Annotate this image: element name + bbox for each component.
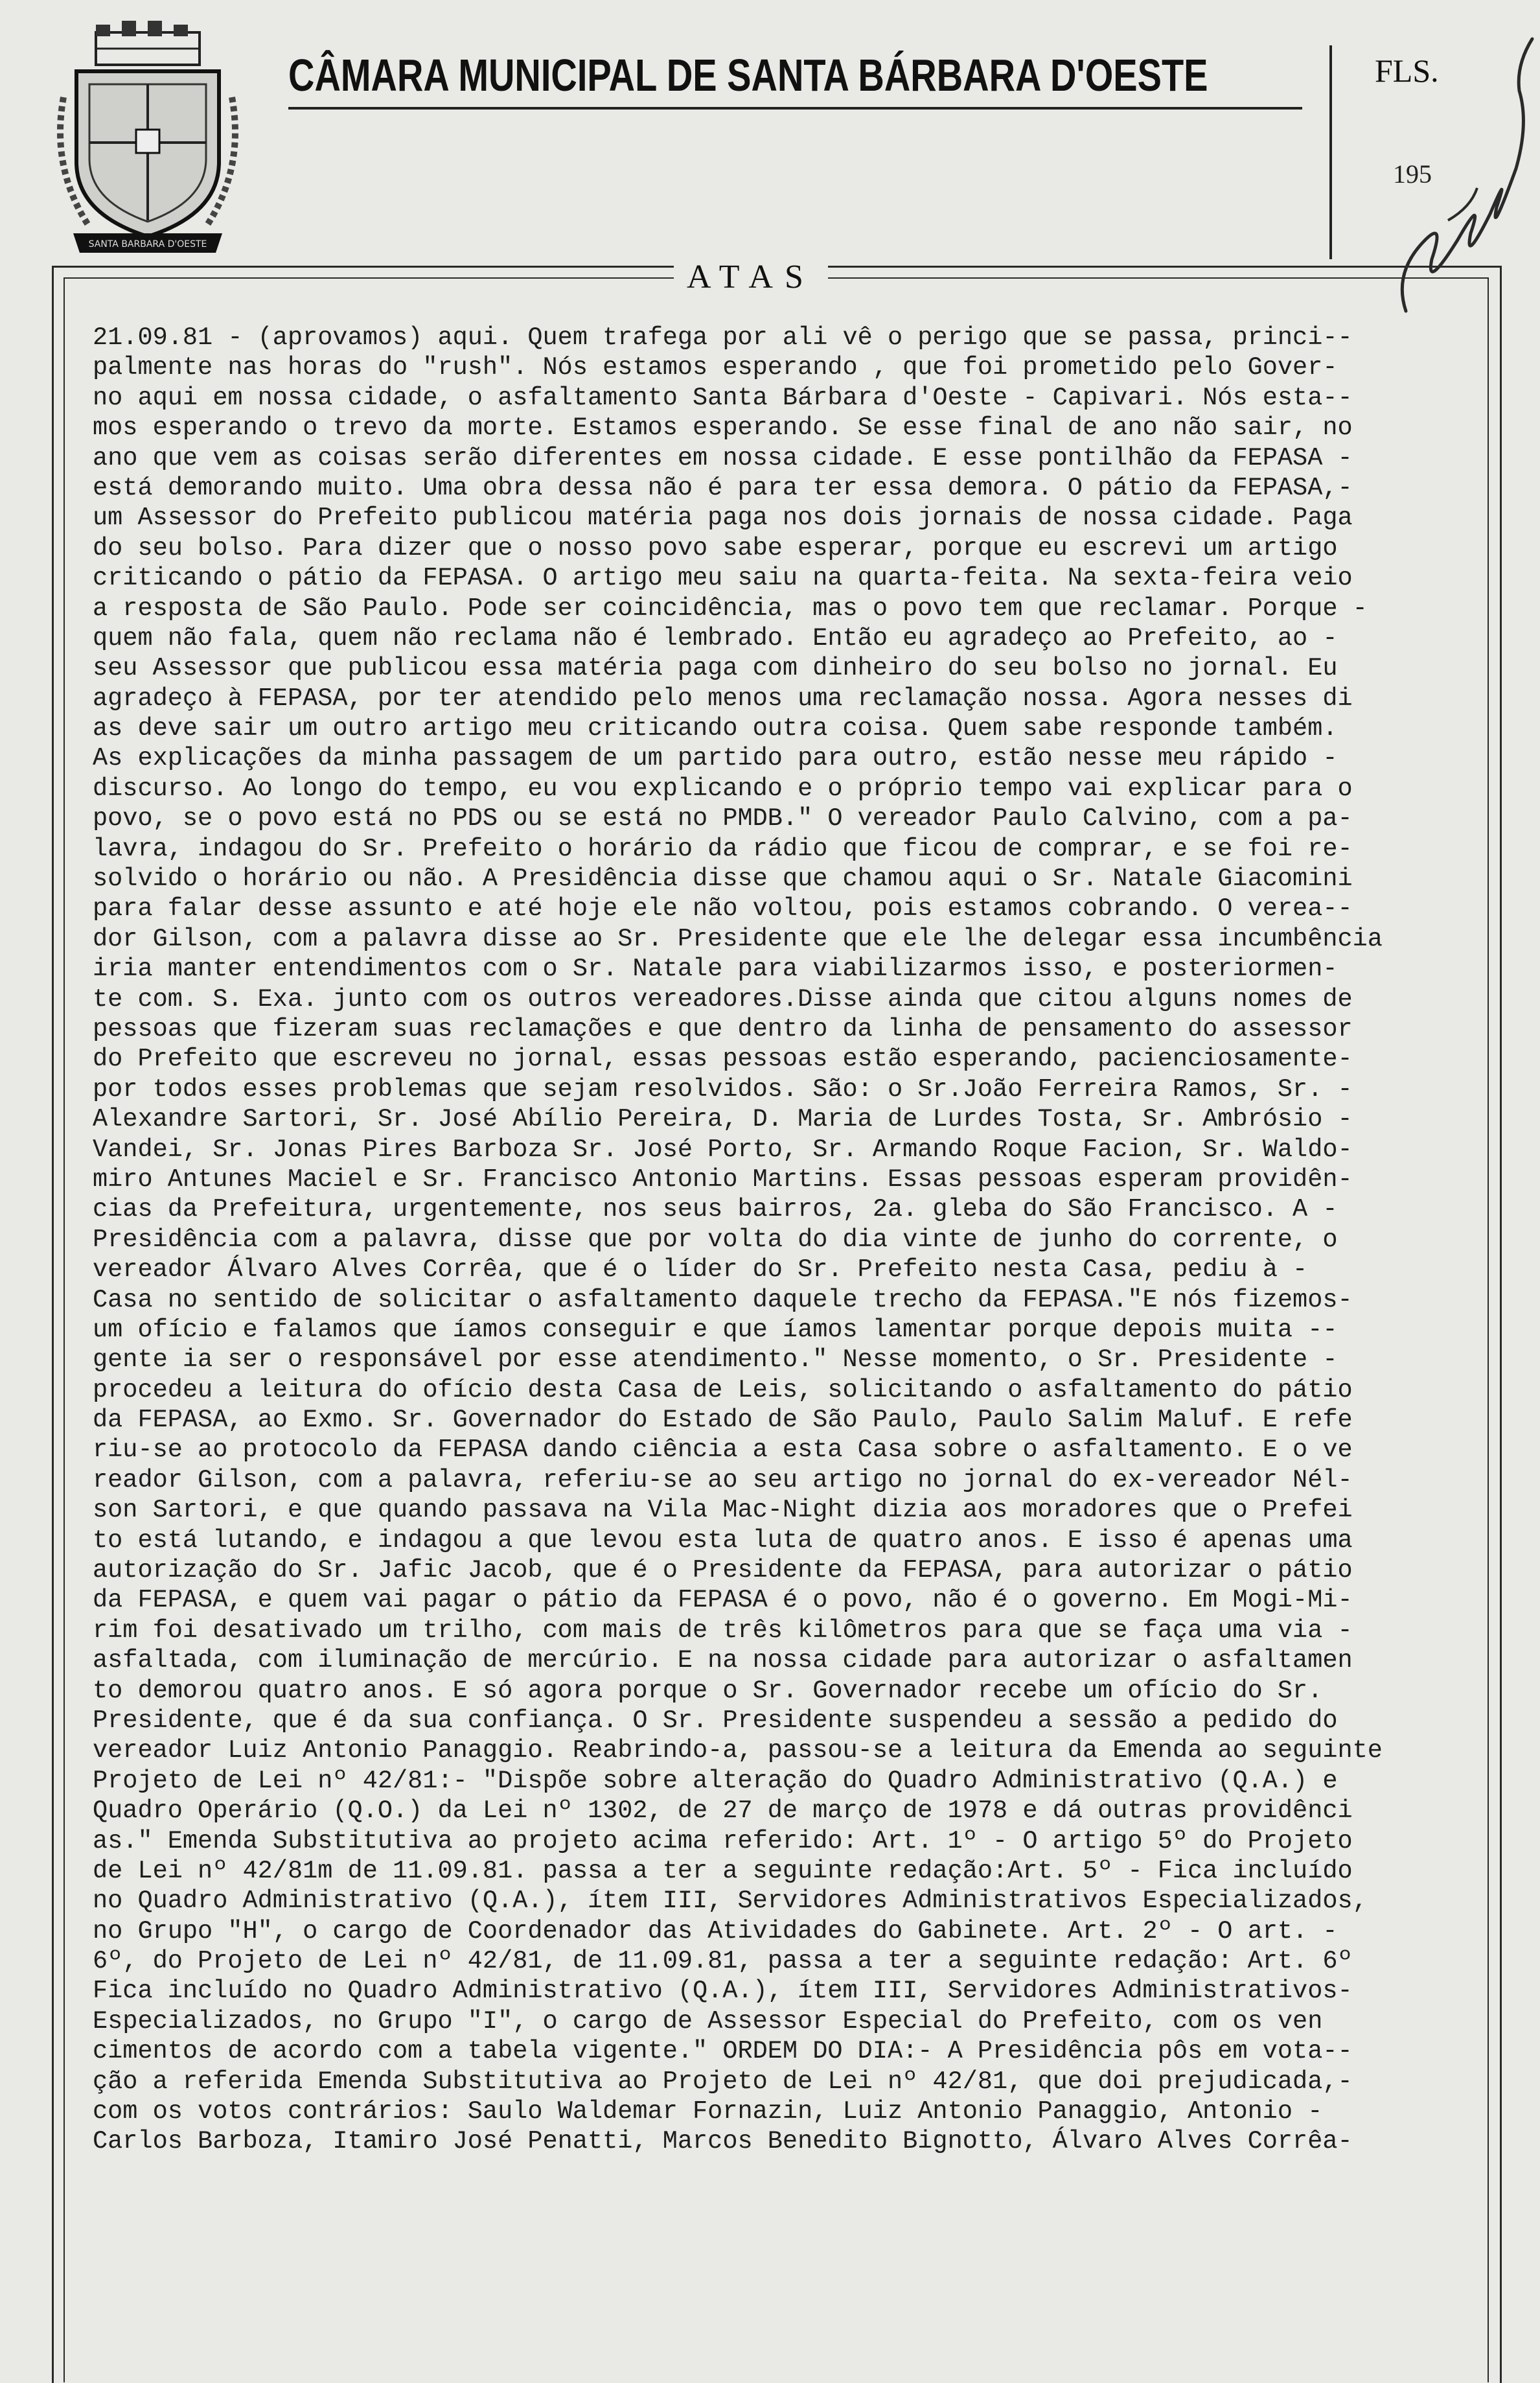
minutes-text xyxy=(93,323,1465,2157)
text-line: solvido o horário ou não. A Presidência disse que chamou aqui o Sr. Natale Giacomini xyxy=(93,865,1353,894)
text-line: está demorando muito. Uma obra dessa não é para ter essa demora. O pátio da FEPASA,- xyxy=(93,473,1353,502)
text-line: gente ia ser o responsável por esse atendimento." Nesse momento, o Sr. Presidente - xyxy=(93,1345,1338,1375)
text-line: Quadro Operário (Q.O.) da Lei nº 1302, de 27 de março de 1978 e dá outras providênci xyxy=(93,1796,1353,1826)
text-line: Carlos Barboza, Itamiro José Penatti, Marcos Benedito Bignotto, Álvaro Alves Corrêa- xyxy=(93,2127,1353,2156)
title-rule xyxy=(288,107,1302,110)
text-line: Presidência com a palavra, disse que por volta do dia vinte de junho do corrente, o xyxy=(93,1225,1338,1254)
text-line: as." Emenda Substitutiva ao projeto acima referido: Art. 1º - O artigo 5º do Projeto xyxy=(93,1826,1353,1855)
text-line: povo, se o povo está no PDS ou se está no PMDB." O vereador Paulo Calvino, com a pa- xyxy=(93,804,1353,833)
text-line: te com. S. Exa. junto com os outros vereadores.Disse ainda que citou alguns nomes de xyxy=(93,984,1353,1014)
text-line: no Grupo "H", o cargo de Coordenador das Atividades do Gabinete. Art. 2º - O art. - xyxy=(93,1916,1338,1946)
text-line: agradeço à FEPASA, por ter atendido pelo menos uma reclamação nossa. Agora nesses di xyxy=(93,684,1353,713)
text-line: Alexandre Sartori, Sr. José Abílio Pereira, D. Maria de Lurdes Tosta, Sr. Ambrósio - xyxy=(93,1105,1353,1134)
text-line: discurso. Ao longo do tempo, eu vou explicando e o próprio tempo vai explicar para o xyxy=(93,774,1353,803)
text-line: 21.09.81 - (aprovamos) aqui. Quem trafega por ali vê o perigo que se passa, princi-- xyxy=(93,323,1353,352)
text-line: palmente nas horas do "rush". Nós estamos esperando , que foi prometido pelo Gover- xyxy=(93,353,1338,382)
text-line: 6º, do Projeto de Lei nº 42/81, de 11.09.81, passa a ter a seguinte redação: Art. 6º xyxy=(93,1947,1353,1976)
page-title: CÂMARA MUNICIPAL DE SANTA BÁRBARA D'OESTE xyxy=(288,50,1208,100)
text-line: procedeu a leitura do ofício desta Casa de Leis, solicitando o asfaltamento do pátio xyxy=(93,1375,1353,1404)
text-line: um ofício e falamos que íamos conseguir e que íamos lamentar porque depois muita -- xyxy=(93,1315,1338,1344)
text-line: da FEPASA, e quem vai pagar o pátio da FEPASA é o povo, não é o governo. Em Mogi-Mi- xyxy=(93,1586,1353,1615)
text-line: com os votos contrários: Saulo Waldemar Fornazin, Luiz Antonio Panaggio, Antonio - xyxy=(93,2097,1323,2126)
text-line: to está lutando, e indagou a que levou esta luta de quatro anos. E isso é apenas uma xyxy=(93,1526,1353,1555)
text-line: por todos esses problemas que sejam resolvidos. São: o Sr.João Ferreira Ramos, Sr. - xyxy=(93,1075,1353,1104)
text-line: de Lei nº 42/81m de 11.09.81. passa a ter a seguinte redação:Art. 5º - Fica incluído xyxy=(93,1856,1353,1885)
folio-number: 195 xyxy=(1393,159,1432,189)
text-line: As explicações da minha passagem de um partido para outro, estão nesse meu rápido - xyxy=(93,744,1338,773)
text-line: autorização do Sr. Jafic Jacob, que é o Presidente da FEPASA, para autorizar o pátio xyxy=(93,1556,1353,1585)
text-line: ção a referida Emenda Substitutiva ao Projeto de Lei nº 42/81, que doi prejudicada,- xyxy=(93,2067,1353,2096)
text-line: cias da Prefeitura, urgentemente, nos seus bairros, 2a. gleba do São Francisco. A - xyxy=(93,1195,1338,1224)
svg-text:SANTA BARBARA D'OESTE: SANTA BARBARA D'OESTE xyxy=(88,239,207,250)
text-line: criticando o pátio da FEPASA. O artigo meu saiu na quarta-feita. Na sexta-feira veio xyxy=(93,564,1353,593)
text-line: reador Gilson, com a palavra, referiu-se ao seu artigo no jornal do ex-vereador Nél- xyxy=(93,1465,1353,1494)
text-line: miro Antunes Maciel e Sr. Francisco Antonio Martins. Essas pessoas esperam providên- xyxy=(93,1165,1353,1194)
text-line: no Quadro Administrativo (Q.A.), ítem III, Servidores Administrativos Especializados, xyxy=(93,1887,1368,1916)
text-line: ano que vem as coisas serão diferentes em nossa cidade. E esse pontilhão da FEPASA - xyxy=(93,443,1353,472)
text-line: rim foi desativado um trilho, com mais de três kilômetros para que se faça uma via - xyxy=(93,1616,1353,1645)
text-line: Vandei, Sr. Jonas Pires Barboza Sr. José Porto, Sr. Armando Roque Facion, Sr. Waldo- xyxy=(93,1135,1353,1164)
text-line: riu-se ao protocolo da FEPASA dando ciência a esta Casa sobre o asfaltamento. E o ve xyxy=(93,1436,1353,1465)
text-line: Presidente, que é da sua confiança. O Sr. Presidente suspendeu a sessão a pedido do xyxy=(93,1706,1338,1735)
text-line: Projeto de Lei nº 42/81:- "Dispõe sobre alteração do Quadro Administrativo (Q.A.) e xyxy=(93,1766,1338,1795)
text-line: lavra, indagou do Sr. Prefeito o horário da rádio que ficou de comprar, e se foi re- xyxy=(93,834,1353,863)
text-line: as deve sair um outro artigo meu criticando outra coisa. Quem sabe responde também. xyxy=(93,714,1338,743)
text-line: do Prefeito que escreveu no jornal, essas pessoas estão esperando, pacienciosamente- xyxy=(93,1045,1353,1074)
text-line: vereador Álvaro Alves Corrêa, que é o líder do Sr. Prefeito nesta Casa, pediu à - xyxy=(93,1255,1308,1284)
text-line: mos esperando o trevo da morte. Estamos esperando. Se esse final de ano não sair, no xyxy=(93,413,1353,443)
text-line: a resposta de São Paulo. Pode ser coincidência, mas o povo tem que reclamar. Porque - xyxy=(93,594,1368,623)
text-line: son Sartori, e que quando passava na Vila Mac-Night dizia aos moradores que o Prefei xyxy=(93,1496,1353,1525)
text-line: Especializados, no Grupo "I", o cargo de Assessor Especial do Prefeito, com os ven xyxy=(93,2006,1323,2036)
coat-of-arms-icon xyxy=(51,19,245,259)
text-line: vereador Luiz Antonio Panaggio. Reabrindo-a, passou-se a leitura da Emenda ao seguinte xyxy=(93,1736,1383,1765)
text-line: Casa no sentido de solicitar o asfaltamento daquele trecho da FEPASA."E nós fizemos- xyxy=(93,1285,1353,1314)
text-line: dor Gilson, com a palavra disse ao Sr. Presidente que ele lhe delegar essa incumbência xyxy=(93,924,1383,953)
text-line: seu Assessor que publicou essa matéria paga com dinheiro do seu bolso no jornal. Eu xyxy=(93,654,1338,683)
header-divider xyxy=(1329,45,1332,259)
text-line: Fica incluído no Quadro Administrativo (Q.A.), ítem III, Servidores Administrativos- xyxy=(93,1977,1353,2006)
text-line: do seu bolso. Para dizer que o nosso povo sabe esperar, porque eu escrevi um artigo xyxy=(93,533,1338,563)
section-heading: ATAS xyxy=(674,258,828,296)
text-line: asfaltada, com iluminação de mercúrio. E na nossa cidade para autorizar o asfaltamen xyxy=(93,1646,1353,1675)
fls-label: FLS. xyxy=(1375,52,1439,89)
text-line: cimentos de acordo com a tabela vigente." ORDEM DO DIA:- A Presidência pôs em vota-- xyxy=(93,2037,1353,2066)
text-line: to demorou quatro anos. E só agora porque o Sr. Governador recebe um ofício do Sr. xyxy=(93,1676,1323,1705)
text-line: para falar desse assunto e até hoje ele não voltou, pois estamos cobrando. O verea-- xyxy=(93,894,1353,924)
text-line: da FEPASA, ao Exmo. Sr. Governador do Estado de São Paulo, Paulo Salim Maluf. E refe xyxy=(93,1406,1353,1435)
text-line: iria manter entendimentos com o Sr. Natale para viabilizarmos isso, e posteriormen- xyxy=(93,955,1338,984)
text-line: um Assessor do Prefeito publicou matéria paga nos dois jornais de nossa cidade. Paga xyxy=(93,504,1353,533)
text-line: no aqui em nossa cidade, o asfaltamento Santa Bárbara d'Oeste - Capivari. Nós esta-- xyxy=(93,383,1353,412)
text-line: pessoas que fizeram suas reclamações e que dentro da linha de pensamento do assessor xyxy=(93,1014,1353,1043)
text-line: quem não fala, quem não reclama não é lembrado. Então eu agradeço ao Prefeito, ao - xyxy=(93,623,1338,653)
